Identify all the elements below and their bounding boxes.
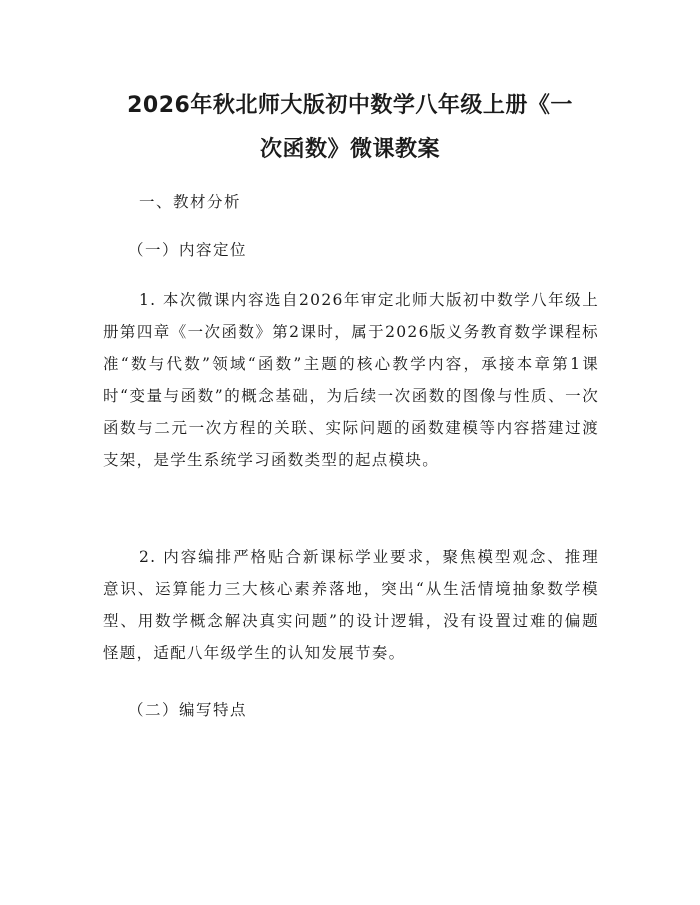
paragraph-content-source: 1. 本次微课内容选自2026年审定北师大版初中数学八年级上册第四章《一次函数》第2课时，属于2026版义务教育数学课程标准“数与代数”领域“函数”主题的核心教学内容，承接本章第1课时“变量与函数”的概念基础，为后续一次函数的图像与性质、一次函数与二元一次方程的关联、实际问题的函数建模等内容搭建过渡支架，是学生系统学习函数类型的起点模块。: [103, 291, 599, 469]
section-heading-textbook-analysis: 一、教材分析: [139, 193, 242, 211]
subsection-heading-writing-features: （二）编写特点: [128, 701, 248, 719]
document-title-line-2: 次函数》微课教案: [259, 137, 440, 162]
subsection-heading-content-positioning: （一）内容定位: [128, 241, 248, 259]
document-title-line-1: 2026年秋北师大版初中数学八年级上册《一: [127, 93, 573, 118]
paragraph-content-arrangement: 2. 内容编排严格贴合新课标学业要求，聚焦模型观念、推理意识、运算能力三大核心素养落地，突出“从生活情境抽象数学模型、用数学概念解决真实问题”的设计逻辑，没有设置过难的偏题怪题，适配八年级学生的认知发展节奏。: [103, 548, 599, 662]
